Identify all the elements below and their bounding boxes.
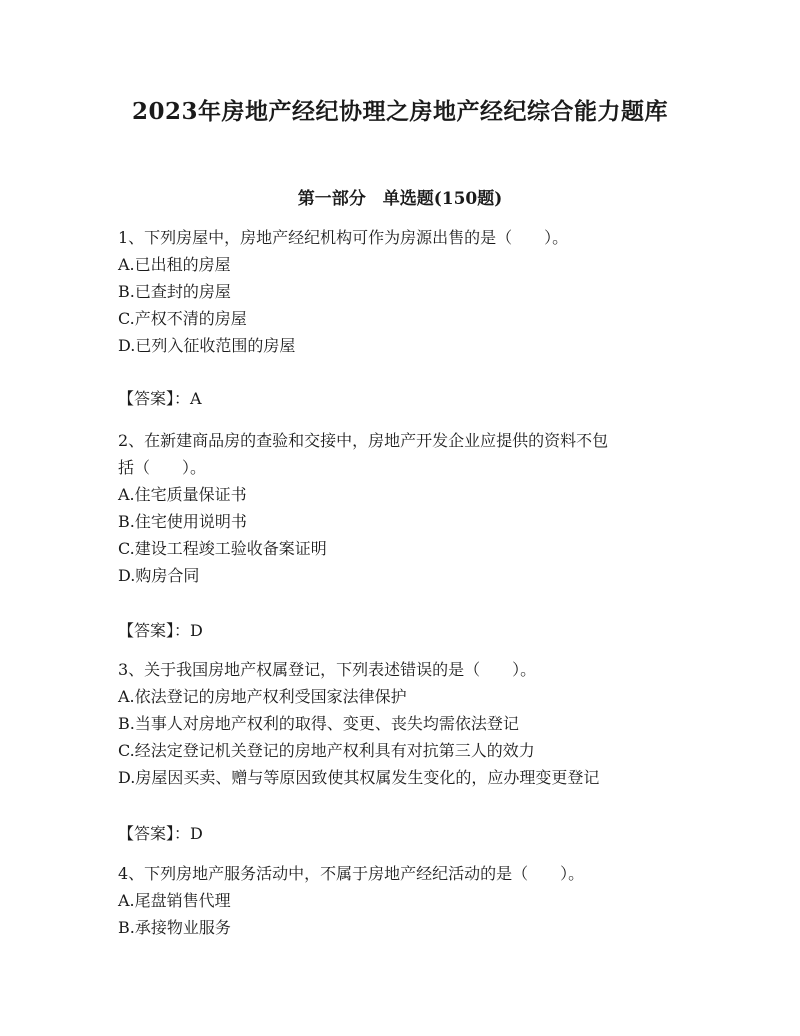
option-c: C.建设工程竣工验收备案证明: [118, 539, 327, 558]
question-stem-continued: 括（ ）。: [118, 458, 207, 477]
option-d: D.已列入征收范围的房屋: [118, 336, 296, 355]
option-b: B.已查封的房屋: [118, 282, 231, 301]
option-c: C.经法定登记机关登记的房地产权利具有对抗第三人的效力: [118, 741, 535, 760]
answer-label: 【答案】：A: [118, 389, 202, 408]
option-d: D.房屋因买卖、赠与等原因致使其权属发生变化的，应办理变更登记: [118, 768, 600, 787]
option-a: A.依法登记的房地产权利受国家法律保护: [118, 687, 407, 706]
question-stem: 2、在新建商品房的查验和交接中，房地产开发企业应提供的资料不包: [118, 431, 609, 450]
option-a: A.住宅质量保证书: [118, 485, 247, 504]
question-stem: 3、关于我国房地产权属登记，下列表述错误的是（ ）。: [118, 660, 537, 679]
answer-label: 【答案】：D: [118, 621, 203, 640]
option-b: B.住宅使用说明书: [118, 512, 247, 531]
document-title: 2023年房地产经纪协理之房地产经纪综合能力题库: [131, 98, 668, 125]
section-title: 第一部分 单选题(150题): [297, 189, 503, 209]
question-stem: 1、下列房屋中，房地产经纪机构可作为房源出售的是（ ）。: [118, 228, 569, 247]
answer-label: 【答案】：D: [118, 824, 203, 843]
option-d: D.购房合同: [118, 566, 200, 585]
option-c: C.产权不清的房屋: [118, 309, 247, 328]
option-b: B.承接物业服务: [118, 918, 231, 937]
option-a: A.尾盘销售代理: [118, 891, 231, 910]
option-b: B.当事人对房地产权利的取得、变更、丧失均需依法登记: [118, 714, 519, 733]
option-a: A.已出租的房屋: [118, 255, 231, 274]
question-stem: 4、下列房地产服务活动中，不属于房地产经纪活动的是（ ）。: [118, 864, 585, 883]
